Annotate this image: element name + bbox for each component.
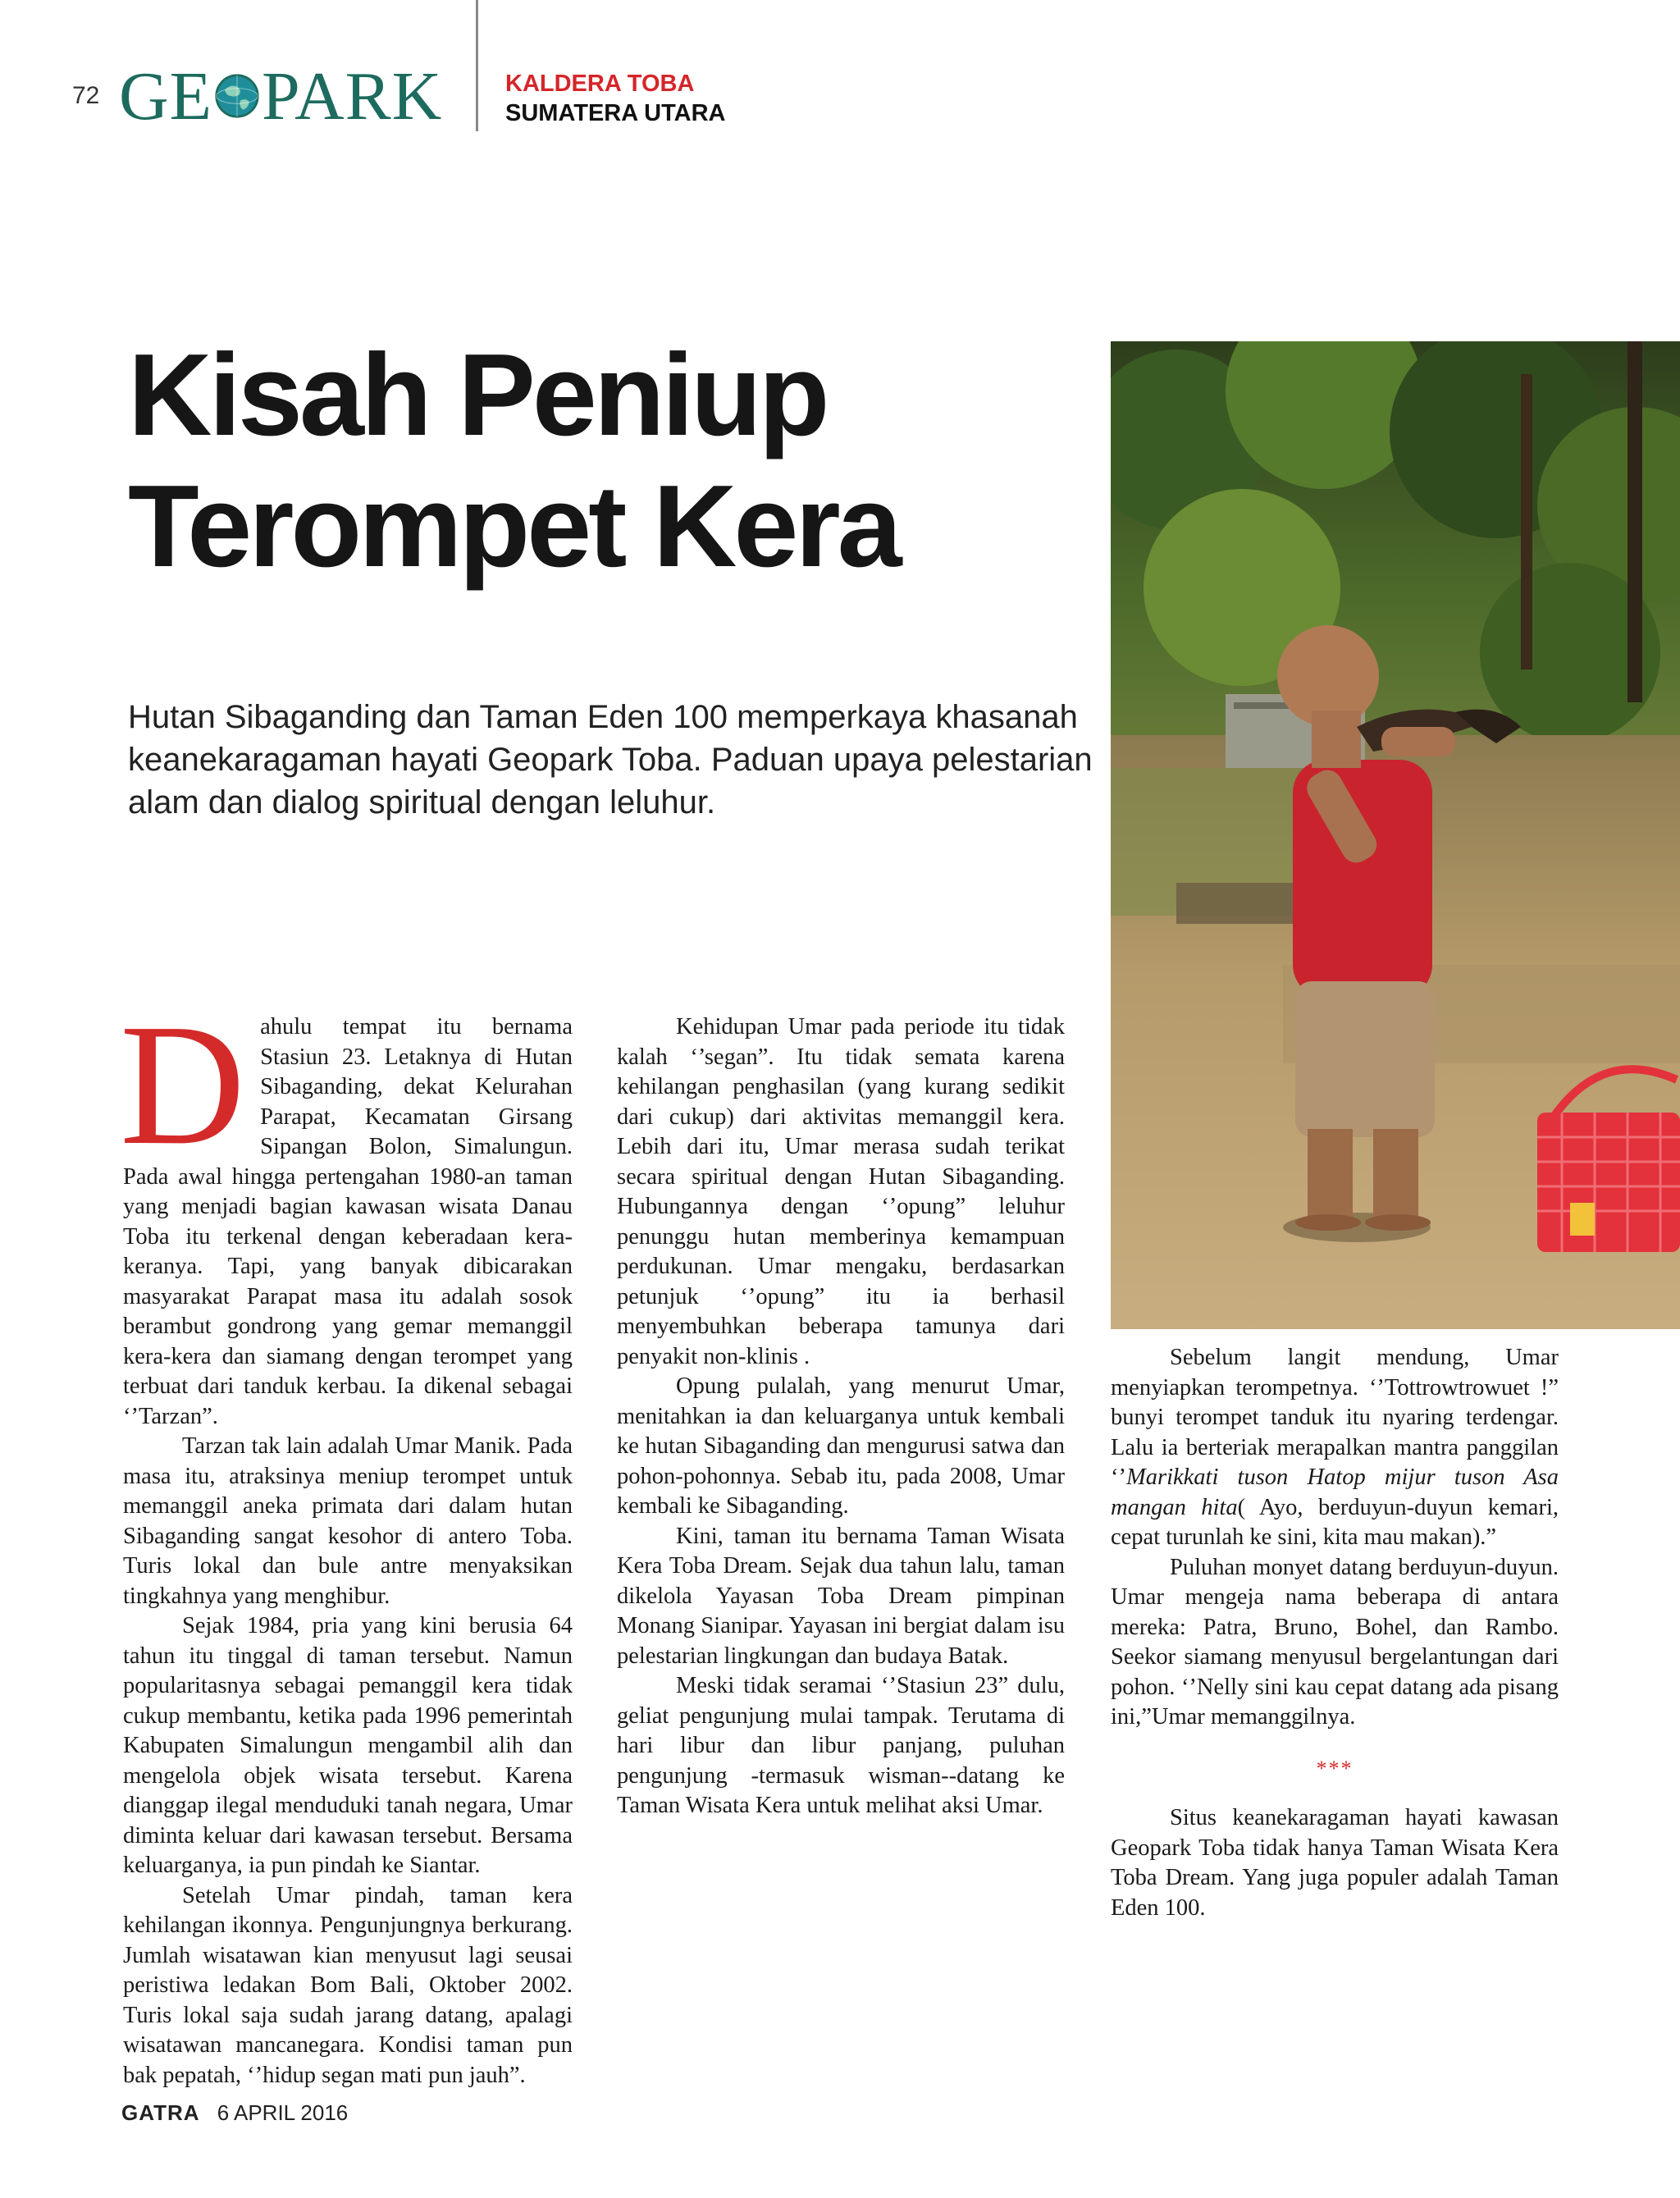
header-region <box>505 69 726 128</box>
body-column-3 <box>1111 1343 1559 1923</box>
paragraph-1-text: ahulu tempat itu bernama Stasiun 23. Letaknya di Hutan Sibaganding, dekat Kelurahan Parapat, Kecamatan Girsang Sipangan Bolon, Simalungun. Pada awal hingga pertengahan 1980-an taman yang menjadi bagian kawasan wisata Danau Toba itu terkenal dengan keberadaan kera-keranya. Tapi, yang banyak dibicarakan masyarakat Parapat masa itu adalah sosok berambut gondrong yang gemar memanggil kera-kera dan siamang dengan terompet yang terbuat dari tanduk kerbau. Ia dikenal sebagai ‘’Tarzan”. <box>123 1014 573 1429</box>
headline-line-2: Terompet Kera <box>128 461 899 592</box>
section-separator: *** <box>1316 1756 1354 1780</box>
globe-icon <box>214 73 260 119</box>
paragraph-6: Opung pulalah, yang menurut Umar, menitahkan ia dan keluarganya untuk kembali ke hutan Sibaganding dan mengurusi satwa dan pohon-pohonnya. Sebab itu, pada 2008, Umar kembali ke Sibaganding. <box>617 1373 1065 1519</box>
header-divider <box>476 0 478 131</box>
article-photo <box>1111 341 1680 1329</box>
body-column-1 <box>120 988 573 2091</box>
body-column-2 <box>617 1012 1065 1821</box>
photo-illustration <box>1111 341 1680 1329</box>
paragraph-10: Puluhan monyet datang berduyun-duyun. Umar mengeja nama beberapa di antara mereka: Patra, Bruno, Bohel, dan Rambo. Seekor siamang menyusul bergelantungan dari pohon. ‘’Nelly sini kau cepat datang ada pisang ini,”Umar memanggilnya. <box>1111 1554 1559 1730</box>
headline-line-1: Kisah Peniup <box>128 330 827 460</box>
paragraph-2: Tarzan tak lain adalah Umar Manik. Pada masa itu, atraksinya meniup terompet untuk memanggil aneka primata dari dalam hutan Sibaganding sangat kesohor di antero Toba. Turis lokal dan bule antre menyaksikan tingkahnya yang menghibur. <box>123 1433 573 1609</box>
logo-suffix: PARK <box>261 57 443 135</box>
paragraph-11: Situs keanekaragaman hayati kawasan Geopark Toba tidak hanya Taman Wisata Kera Toba Dream. Yang juga populer adalah Taman Eden 100. <box>1111 1805 1559 1921</box>
paragraph-8: Meski tidak seramai ‘’Stasiun 23” dulu, geliat pengunjung mulai tampak. Terutama di hari libur dan libur panjang, puluhan pengunjung -termasuk wisman--datang ke Taman Wisata Kera untuk melihat aksi Umar. <box>617 1673 1065 1818</box>
paragraph-5: Kehidupan Umar pada periode itu tidak kalah ‘’segan”. Itu tidak semata karena kehilangan penghasilan (yang kurang sedikit dari cukup) dari aktivitas memanggil kera. Lebih dari itu, Umar merasa sudah terikat secara spiritual dengan Hutan Sibaganding. Hubungannya dengan ‘’opung” leluhur penunggu hutan memberinya kemampuan perdukunan. Umar mengaku, berdasarkan petunjuk ‘’opung” itu ia berhasil menyembuhkan beberapa tamunya dari penyakit non-klinis . <box>617 1014 1065 1369</box>
page-number: 72 <box>72 82 100 109</box>
region-line-1: KALDERA TOBA <box>505 71 695 97</box>
region-line-2: SUMATERA UTARA <box>505 100 726 126</box>
drop-cap: D <box>120 988 246 1181</box>
paragraph-4: Setelah Umar pindah, taman kera kehilangan ikonnya. Pengunjungnya berkurang. Jumlah wisatawan kian menyusut lagi seusai peristiwa ledakan Bom Bali, Oktober 2002. Turis lokal saja sudah jarang datang, apalagi wisatawan mancanegara. Kondisi taman pun bak pepatah, ‘’hidup segan mati pun jauh”. <box>123 1882 573 2088</box>
logo-prefix: GE <box>119 57 212 135</box>
paragraph-9 <box>1111 1343 1559 1553</box>
issue-date: 6 APRIL 2016 <box>217 2100 349 2125</box>
article-standfirst: Hutan Sibaganding dan Taman Eden 100 memperkaya khasanah keanekaragaman hayati Geopark Toba. Paduan upaya pelestarian alam dan dialog spiritual dengan leluhur. <box>128 699 1093 820</box>
magazine-name: GATRA <box>121 2100 200 2125</box>
mantra-text: Marikkati tuson Hatop mijur tuson Asa mangan hita <box>1111 1465 1559 1520</box>
paragraph-3: Sejak 1984, pria yang kini berusia 64 tahun itu tinggal di taman tersebut. Namun popularitasnya sebagai pemanggil kera tidak cukup membantu, ketika pada 1996 pemerintah Kabupaten Simalungun mengambil alih dan mengelola objek wisata tersebut. Karena dianggap ilegal menduduki tanah negara, Umar diminta keluar dari kawasan tersebut. Bersama keluarganya, ia pun pindah ke Siantar. <box>123 1613 573 1878</box>
paragraph-9-end: ( Ayo, berduyun-duyun kemari, cepat turunlah ke sini, kita mau makan).” <box>1111 1494 1559 1550</box>
geopark-logo <box>119 59 442 133</box>
paragraph-1 <box>120 988 573 1432</box>
article-headline <box>128 330 1080 592</box>
paragraph-7: Kini, taman itu bernama Taman Wisata Kera Toba Dream. Sejak dua tahun lalu, taman dikelola Yayasan Toba Dream pimpinan Monang Sianipar. Yayasan ini bergiat dalam isu pelestarian lingkungan dan budaya Batak. <box>617 1523 1065 1669</box>
paragraph-9-text: Sebelum langit mendung, Umar menyiapkan terompetnya. ‘’Tottrowtrowuet !” bunyi terompet tanduk itu nyaring terdengar. Lalu ia berteriak merapalkan mantra panggilan ‘’ <box>1111 1345 1559 1490</box>
page-footer <box>121 2100 348 2126</box>
